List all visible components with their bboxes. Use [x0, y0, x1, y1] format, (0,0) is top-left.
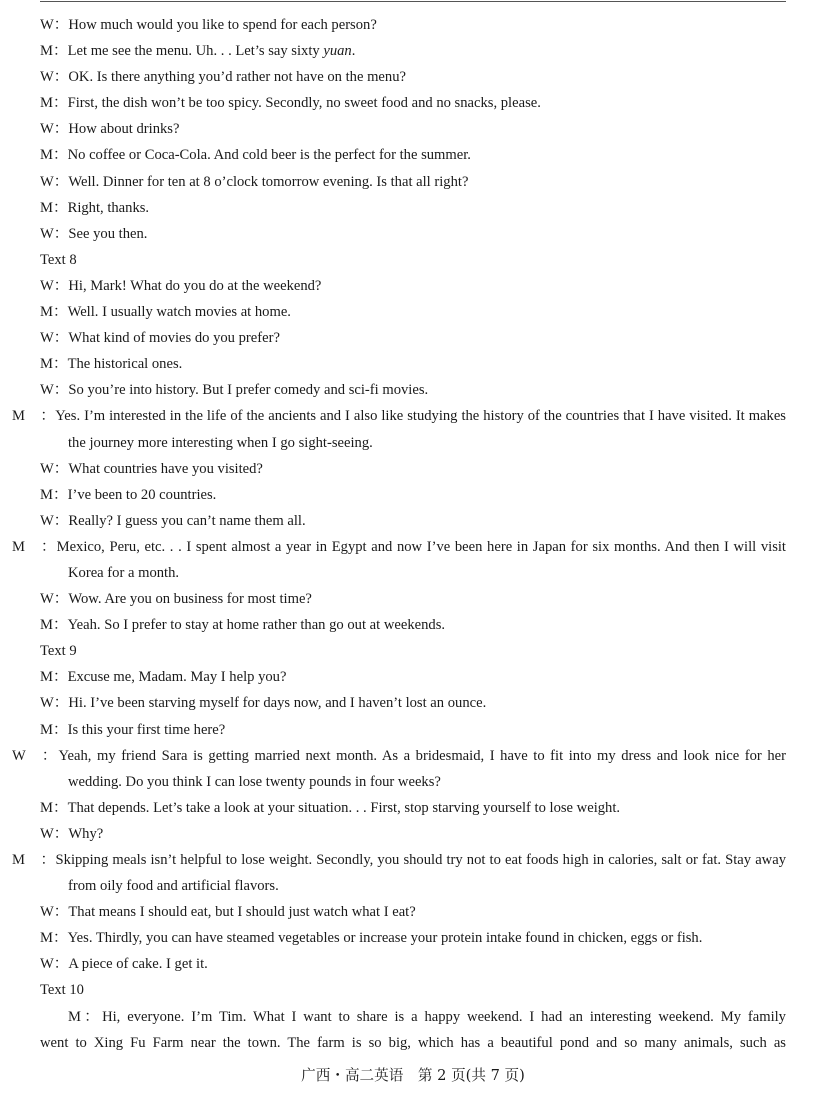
line-text: OK. Is there anything you’d rather not have on the menu? [68, 69, 406, 86]
line-text: That means I should eat, but I should just watch what I eat? [68, 904, 416, 921]
line-text: Yeah. So I prefer to stay at home rather than go out at weekends. [67, 617, 446, 634]
speaker-label: W [40, 173, 54, 190]
dialogue-line [40, 795, 786, 821]
speaker-label: M [40, 799, 53, 816]
line-text: Hi, everyone. I’m Tim. What I want to share is a happy weekend. I had an interesting weekend. My family [102, 1008, 786, 1025]
line-text: The historical ones. [67, 356, 183, 373]
line-text: Well. I usually watch movies at home. [67, 304, 291, 321]
top-rule [40, 1, 786, 2]
monologue-line-1 [40, 1004, 786, 1030]
speaker-label: M [40, 617, 53, 634]
line-text: How much would you like to spend for each person? [68, 17, 377, 33]
monologue-line-2 [40, 1030, 786, 1056]
speaker-label: M [40, 930, 53, 947]
separator: ： [53, 121, 69, 138]
line-text: . [351, 43, 356, 60]
separator: ： [80, 1008, 103, 1025]
dialogue-line [40, 664, 786, 690]
speaker-label: M [40, 43, 53, 60]
line-text: Really? I guess you can’t name them all. [68, 512, 306, 529]
speaker-label: W [40, 277, 54, 294]
dialogue-line [40, 221, 786, 247]
dialogue-line [40, 508, 786, 534]
separator: ： [52, 486, 68, 503]
separator: ： [52, 43, 68, 60]
separator: ： [52, 147, 68, 164]
speaker-label: M [40, 199, 53, 216]
separator: ： [52, 199, 68, 216]
dialogue-line [40, 195, 786, 221]
line-text-italic: yuan [323, 43, 352, 60]
speaker-label: W [40, 825, 54, 842]
line-text: Right, thanks. [67, 199, 150, 216]
line-text: Mexico, Peru, etc. . . I spent almost a year in Egypt and now I’ve been here in Japan for six months. And then I will visit Korea for a month. [56, 538, 786, 581]
dialogue-line [40, 64, 786, 90]
separator: ： [53, 69, 69, 86]
separator: ： [53, 695, 69, 712]
line-text: Why? [68, 825, 104, 842]
separator: ： [52, 617, 68, 634]
dialogue-line [40, 116, 786, 142]
speaker-label: M [40, 147, 53, 164]
speaker-label: M [40, 486, 53, 503]
line-text: Skipping meals isn’t helpful to lose weight. Secondly, you should try not to eat foods high in calories, salt or fat. Stay away from oily food and artificial flavors. [55, 852, 786, 895]
section-heading-text-10: Text 10 [40, 982, 84, 999]
speaker-label: W [40, 460, 54, 477]
speaker-label: W [40, 382, 54, 399]
separator: ： [40, 408, 56, 425]
line-text: Hi. I’ve been starving myself for days now, and I haven’t lost an ounce. [68, 695, 487, 712]
dialogue-line [40, 717, 786, 743]
separator: ： [52, 799, 68, 816]
dialogue-line: M ：Mexico, Peru, etc. . . I spent almost a year in Egypt and now I’ve been here in Japan for six months. And then I will visit Korea for a month. [12, 538, 786, 581]
dialogue-line [40, 899, 786, 925]
dialogue-line [40, 482, 786, 508]
speaker-label: M [40, 721, 53, 738]
section-heading-text-9: Text 9 [40, 643, 77, 660]
separator: ： [52, 356, 68, 373]
dialogue-line [40, 925, 786, 951]
line-text: A piece of cake. I get it. [68, 956, 208, 973]
separator: ： [40, 538, 57, 555]
section-heading-text-8: Text 8 [40, 251, 77, 268]
separator: ： [52, 95, 68, 112]
line-text: First, the dish won’t be too spicy. Secondly, no sweet food and no snacks, please. [67, 95, 541, 112]
separator: ： [53, 460, 69, 477]
line-text: See you then. [68, 225, 148, 242]
line-text: How about drinks? [68, 121, 180, 138]
dialogue-line [40, 169, 786, 195]
speaker-label: M [40, 356, 53, 373]
line-text: Hi, Mark! What do you do at the weekend? [68, 277, 322, 294]
separator: ： [53, 825, 69, 842]
line-text: So you’re into history. But I prefer comedy and sci-fi movies. [68, 382, 429, 399]
speaker-label: W [40, 121, 54, 138]
separator: ： [53, 277, 69, 294]
speaker-label: M [40, 304, 53, 321]
dialogue-line [40, 377, 786, 403]
line-text: What kind of movies do you prefer? [68, 330, 280, 347]
line-text: Yes. Thirdly, you can have steamed vegetables or increase your protein intake found in chicken, eggs or fish. [67, 930, 703, 947]
dialogue-line [40, 90, 786, 116]
separator: ： [52, 930, 68, 947]
line-text: Is this your first time here? [67, 721, 226, 738]
separator: ： [53, 591, 69, 608]
line-text: Let me see the menu. Uh. . . Let’s say sixty [67, 43, 324, 60]
dialogue-line [40, 821, 786, 847]
dialogue-line [40, 12, 786, 38]
dialogue-line [40, 612, 786, 638]
speaker-label: W [40, 956, 54, 973]
separator: ： [53, 330, 69, 347]
separator: ： [53, 17, 69, 33]
speaker-label: M [68, 1008, 81, 1025]
speaker-label: W [40, 512, 54, 529]
dialogue-line: M ：Skipping meals isn’t helpful to lose weight. Secondly, you should try not to eat foods high in calories, salt or fat. Stay away from oily food and artificial flavors. [12, 852, 786, 895]
dialogue-line [40, 142, 786, 168]
line-text: Well. Dinner for ten at 8 o’clock tomorrow evening. Is that all right? [68, 173, 469, 190]
speaker-label: W [40, 591, 54, 608]
line-text: I’ve been to 20 countries. [67, 486, 217, 503]
separator: ： [53, 225, 69, 242]
separator: ： [53, 512, 69, 529]
dialogue-line: M ：Yes. I’m interested in the life of the ancients and I also like studying the history of the countries that I have visited. It makes the journey more interesting when I go sight-seeing. [12, 408, 786, 451]
separator: ： [52, 721, 68, 738]
dialogue-line [40, 586, 786, 612]
separator: ： [40, 852, 56, 868]
page-footer: 广西・高二英语 第 2 页(共 7 页) [301, 1067, 525, 1084]
separator: ： [53, 956, 69, 973]
speaker-label: M [40, 95, 53, 112]
line-text: Wow. Are you on business for most time? [68, 591, 312, 608]
separator: ： [53, 904, 69, 921]
dialogue-line: W ：Yeah, my friend Sara is getting married next month. As a bridesmaid, I have to fit into my dress and look nice for her wedding. Do you think I can lose twenty pounds in four weeks? [12, 747, 786, 790]
dialogue-line [40, 456, 786, 482]
dialogue-line [40, 273, 786, 299]
dialogue-line [40, 325, 786, 351]
speaker-label: W [40, 904, 54, 921]
speaker-label: W [40, 69, 54, 86]
separator: ： [53, 173, 69, 190]
document-body [12, 12, 786, 1056]
line-text: What countries have you visited? [68, 460, 263, 477]
speaker-label: W [40, 225, 54, 242]
speaker-label: W [40, 695, 54, 712]
dialogue-line [40, 351, 786, 377]
separator: ： [52, 669, 68, 686]
line-text: Yes. I’m interested in the life of the ancients and I also like studying the history of the countries that I have visited. It makes the journey more interesting when I go sight-seeing. [55, 408, 786, 451]
dialogue-line [40, 690, 786, 716]
line-text: went to Xing Fu Farm near the town. The farm is so big, which has a beautiful pond and so many animals, such as [40, 1034, 786, 1051]
line-text: No coffee or Coca-Cola. And cold beer is the perfect for the summer. [67, 147, 471, 164]
line-text: Yeah, my friend Sara is getting married next month. As a bridesmaid, I have to fit into my dress and look nice for her wedding. Do you think I can lose twenty pounds in four weeks? [58, 747, 786, 790]
line-text: Excuse me, Madam. May I help you? [67, 669, 287, 686]
separator: ： [53, 382, 69, 399]
speaker-label: W [40, 17, 54, 33]
dialogue-line [40, 299, 786, 325]
dialogue-line [40, 38, 786, 64]
separator: ： [52, 304, 68, 321]
line-text: That depends. Let’s take a look at your situation. . . First, stop starving yourself to lose weight. [67, 799, 621, 816]
speaker-label: M [40, 669, 53, 686]
dialogue-line [40, 951, 786, 977]
speaker-label: W [40, 330, 54, 347]
separator: ： [40, 747, 59, 764]
